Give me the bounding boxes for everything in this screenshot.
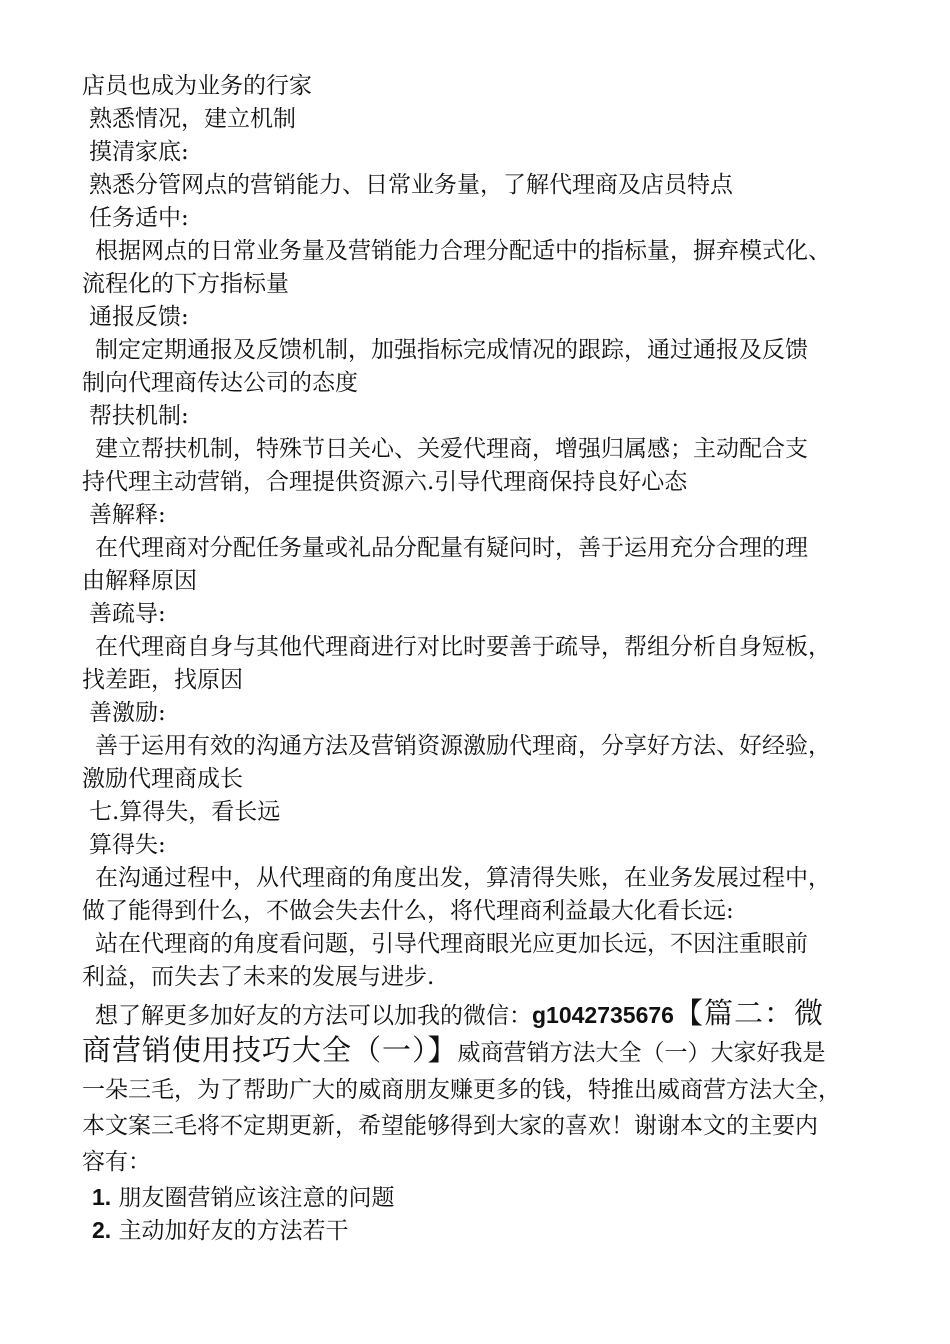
section-heading: 七.算得失，看长远 (89, 799, 281, 825)
subheading: 帮扶机制: (89, 403, 189, 429)
wechat-line (95, 995, 824, 1034)
article-heading-end: 商营销使用技巧大全（一）】 (82, 1033, 458, 1067)
subheading: 任务适中: (89, 205, 189, 231)
text-line: 熟悉分管网点的营销能力、日常业务量，了解代理商及店员特点 (89, 172, 733, 198)
text-line: 流程化的下方指标量 (82, 271, 289, 297)
subheading: 善疏导: (89, 601, 166, 627)
text-line: 由解释原因 (82, 568, 197, 594)
list-item (92, 1214, 349, 1247)
subheading: 善激励: (89, 700, 166, 726)
subheading: 善解释: (89, 502, 166, 528)
subheading: 通报反馈: (89, 304, 189, 330)
text-line: 找差距，找原因 (82, 667, 243, 693)
text-line: 制向代理商传达公司的态度 (82, 370, 358, 396)
text-line: 建立帮扶机制，特殊节日关心、关爱代理商，增强归属感；主动配合支 (95, 436, 808, 462)
section-heading: 熟悉情况，建立机制 (89, 106, 296, 132)
subheading: 算得失: (89, 832, 166, 858)
text-line: 在代理商对分配任务量或礼品分配量有疑问时，善于运用充分合理的理 (95, 535, 808, 561)
wechat-prompt: 想了解更多加好友的方法可以加我的微信： (95, 1003, 532, 1029)
list-item (92, 1181, 395, 1214)
text-line: 持代理主动营销，合理提供资源六.引导代理商保持良好心态 (82, 469, 688, 495)
text-line: 利益，而失去了未来的发展与进步. (82, 964, 435, 990)
article-intro: 威商营销方法大全（一）大家好我是 (457, 1040, 826, 1066)
text-line: 站在代理商的角度看问题，引导代理商眼光应更加长远，不因注重眼前 (95, 931, 808, 957)
text-line: 做了能得到什么，不做会失去什么，将代理商利益最大化看长远: (82, 898, 734, 924)
text-line: 在代理商自身与其他代理商进行对比时要善于疏导，帮组分析自身短板， (95, 634, 831, 660)
wechat-id: g1042735676 (532, 1002, 674, 1028)
list-number: 1. (92, 1184, 112, 1210)
heading-line (82, 1031, 826, 1072)
article-heading-start: 【篇二：微 (673, 996, 824, 1030)
text-line: 根据网点的日常业务量及营销能力合理分配适中的指标量，摒弃模式化、 (95, 238, 831, 264)
text-line: 善于运用有效的沟通方法及营销资源激励代理商，分享好方法、好经验， (95, 733, 831, 759)
list-item-text: 主动加好友的方法若干 (118, 1218, 349, 1244)
text-line: 本文案三毛将不定期更新，希望能够得到大家的喜欢！谢谢本文的主要内 (82, 1113, 818, 1139)
text-line: 一朵三毛，为了帮助广大的威商朋友赚更多的钱，特推出威商营方法大全， (82, 1077, 841, 1103)
list-number: 2. (92, 1217, 112, 1243)
text-line: 激励代理商成长 (82, 766, 243, 792)
text-line: 在沟通过程中，从代理商的角度出发，算清得失账，在业务发展过程中， (95, 865, 831, 891)
text-line: 店员也成为业务的行家 (82, 73, 312, 99)
text-line: 制定定期通报及反馈机制，加强指标完成情况的跟踪，通过通报及反馈 (95, 337, 808, 363)
subheading: 摸清家底: (89, 139, 189, 165)
list-item-text: 朋友圈营销应该注意的问题 (118, 1185, 395, 1211)
text-line: 容有： (82, 1149, 151, 1175)
